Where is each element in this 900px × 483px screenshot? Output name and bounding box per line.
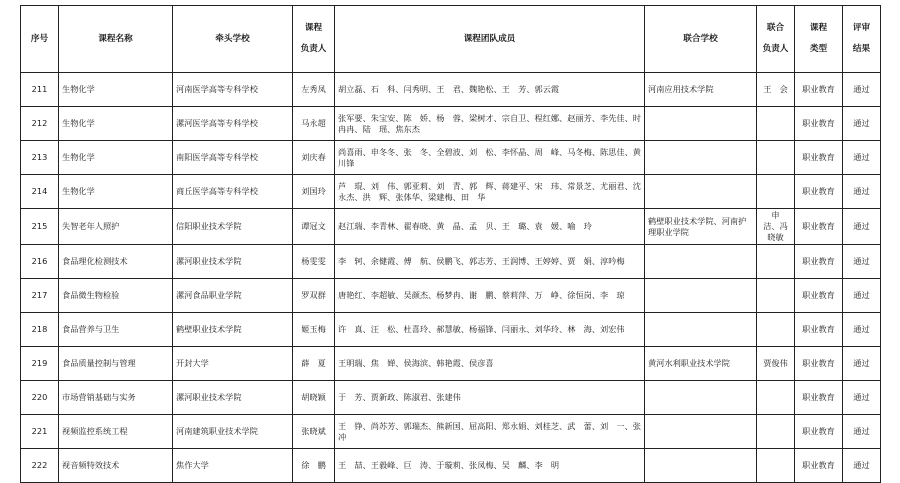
cell-seq: 219 <box>21 347 59 381</box>
cell-joint-school <box>645 279 757 313</box>
cell-team-members: 许 真、汪 松、杜喜玲、郝慧敏、杨福锋、闫丽永、刘华玲、林 海、刘宏伟 <box>335 313 645 347</box>
cell-seq: 217 <box>21 279 59 313</box>
cell-joint-school <box>645 313 757 347</box>
cell-course-lead: 罗双群 <box>293 279 335 313</box>
cell-joint-school: 黄河水利职业技术学院 <box>645 347 757 381</box>
cell-joint-lead <box>757 279 795 313</box>
cell-course-name: 市场营销基础与实务 <box>59 381 173 415</box>
table-header-row <box>21 6 881 73</box>
header-course-lead: 课程 负责人 <box>293 6 335 73</box>
cell-course-type: 职业教育 <box>795 73 843 107</box>
cell-joint-lead <box>757 175 795 209</box>
cell-course-lead: 张晓斌 <box>293 415 335 449</box>
cell-team-members: 王明瑞、焦 婵、侯海滨、韩艳霞、侯彦喜 <box>335 347 645 381</box>
cell-review-result: 通过 <box>843 279 881 313</box>
cell-course-type: 职业教育 <box>795 347 843 381</box>
cell-course-name: 食品营养与卫生 <box>59 313 173 347</box>
cell-team-members: 于 芳、贾新政、陈淑君、张建伟 <box>335 381 645 415</box>
cell-seq: 213 <box>21 141 59 175</box>
cell-lead-school: 南阳医学高等专科学校 <box>173 141 293 175</box>
cell-lead-school: 河南医学高等专科学校 <box>173 73 293 107</box>
cell-review-result: 通过 <box>843 141 881 175</box>
header-course-name: 课程名称 <box>59 6 173 73</box>
cell-course-name: 视音频特效技术 <box>59 449 173 483</box>
table-row <box>21 381 881 415</box>
cell-joint-school <box>645 141 757 175</box>
table-row <box>21 347 881 381</box>
cell-joint-school <box>645 381 757 415</box>
cell-course-type: 职业教育 <box>795 141 843 175</box>
cell-seq: 218 <box>21 313 59 347</box>
cell-course-lead: 姬玉梅 <box>293 313 335 347</box>
cell-course-lead: 胡晓颖 <box>293 381 335 415</box>
cell-review-result: 通过 <box>843 245 881 279</box>
cell-lead-school: 信阳职业技术学院 <box>173 209 293 245</box>
table-row <box>21 279 881 313</box>
cell-joint-lead <box>757 381 795 415</box>
cell-course-name: 视频监控系统工程 <box>59 415 173 449</box>
cell-joint-school: 鹤壁职业技术学院、河南护理职业学院 <box>645 209 757 245</box>
cell-course-lead: 杨雯雯 <box>293 245 335 279</box>
table-row <box>21 73 881 107</box>
header-joint-lead: 联合 负责人 <box>757 6 795 73</box>
cell-course-name: 食品质量控制与管理 <box>59 347 173 381</box>
table-row <box>21 415 881 449</box>
cell-joint-lead: 王 会 <box>757 73 795 107</box>
cell-team-members: 胡立磊、石 科、闫秀明、王 君、魏艳松、王 芳、郭云霞 <box>335 73 645 107</box>
cell-joint-school <box>645 245 757 279</box>
cell-review-result: 通过 <box>843 415 881 449</box>
header-joint-school: 联合学校 <box>645 6 757 73</box>
cell-course-name: 生物化学 <box>59 107 173 141</box>
cell-review-result: 通过 <box>843 209 881 245</box>
cell-course-name: 生物化学 <box>59 175 173 209</box>
cell-course-name: 生物化学 <box>59 73 173 107</box>
cell-joint-lead <box>757 415 795 449</box>
cell-course-type: 职业教育 <box>795 415 843 449</box>
cell-seq: 214 <box>21 175 59 209</box>
cell-course-type: 职业教育 <box>795 175 843 209</box>
cell-lead-school: 漯河职业技术学院 <box>173 381 293 415</box>
table-row <box>21 449 881 483</box>
cell-lead-school: 河南建筑职业技术学院 <box>173 415 293 449</box>
cell-course-name: 食品理化检测技术 <box>59 245 173 279</box>
cell-course-lead: 薛 夏 <box>293 347 335 381</box>
cell-joint-lead <box>757 107 795 141</box>
cell-review-result: 通过 <box>843 73 881 107</box>
cell-course-lead: 刘庆春 <box>293 141 335 175</box>
cell-course-type: 职业教育 <box>795 279 843 313</box>
cell-joint-school <box>645 175 757 209</box>
cell-team-members: 李 轲、余健霞、傅 航、侯鹏飞、郭志芳、王润博、王婷婷、贾 娟、淳吟梅 <box>335 245 645 279</box>
header-seq: 序号 <box>21 6 59 73</box>
cell-joint-lead <box>757 313 795 347</box>
cell-team-members: 赵江瑞、李青林、翟春晓、黄 晶、孟 贝、王 璐、袁 媛、喻 玲 <box>335 209 645 245</box>
table-row <box>21 245 881 279</box>
cell-seq: 220 <box>21 381 59 415</box>
cell-joint-school: 河南应用技术学院 <box>645 73 757 107</box>
cell-seq: 215 <box>21 209 59 245</box>
cell-course-type: 职业教育 <box>795 107 843 141</box>
header-team-members: 课程团队成员 <box>335 6 645 73</box>
cell-lead-school: 鹤壁职业技术学院 <box>173 313 293 347</box>
cell-team-members: 唐艳红、李超敏、吴颜杰、杨梦冉、谢 鹏、蔡莉萍、万 峥、徐恒岗、李 琼 <box>335 279 645 313</box>
table-row <box>21 107 881 141</box>
cell-lead-school: 漯河职业技术学院 <box>173 245 293 279</box>
cell-course-type: 职业教育 <box>795 381 843 415</box>
cell-joint-lead: 贾俊伟 <box>757 347 795 381</box>
cell-review-result: 通过 <box>843 381 881 415</box>
cell-seq: 212 <box>21 107 59 141</box>
cell-joint-lead <box>757 141 795 175</box>
cell-joint-lead <box>757 245 795 279</box>
cell-course-lead: 刘国玲 <box>293 175 335 209</box>
cell-review-result: 通过 <box>843 175 881 209</box>
cell-team-members: 王 喆、王毅峰、巨 涛、于璇莉、张凤梅、吴 麟、李 明 <box>335 449 645 483</box>
cell-review-result: 通过 <box>843 313 881 347</box>
cell-review-result: 通过 <box>843 449 881 483</box>
cell-seq: 216 <box>21 245 59 279</box>
table-row <box>21 313 881 347</box>
cell-lead-school: 开封大学 <box>173 347 293 381</box>
cell-team-members: 张军要、朱宝安、陈 娇、杨 蓉、梁树才、宗自卫、程红娜、赵丽芳、李先佳、时冉冉、陆 瑶、焦东杰 <box>335 107 645 141</box>
header-review-result: 评审 结果 <box>843 6 881 73</box>
cell-joint-lead <box>757 449 795 483</box>
cell-joint-school <box>645 107 757 141</box>
table-row <box>21 141 881 175</box>
cell-course-type: 职业教育 <box>795 449 843 483</box>
header-lead-school: 牵头学校 <box>173 6 293 73</box>
cell-course-lead: 徐 鹏 <box>293 449 335 483</box>
cell-review-result: 通过 <box>843 347 881 381</box>
cell-course-lead: 左秀凤 <box>293 73 335 107</box>
cell-seq: 222 <box>21 449 59 483</box>
cell-team-members: 芦 琨、刘 伟、郭亚莉、刘 青、郭 辉、蒋建平、宋 玮、常景芝、尤丽君、沈永杰、洪 辉、张体华、梁建梅、田 华 <box>335 175 645 209</box>
cell-course-lead: 马永超 <box>293 107 335 141</box>
cell-joint-school <box>645 415 757 449</box>
course-table <box>20 5 881 483</box>
cell-lead-school: 商丘医学高等专科学校 <box>173 175 293 209</box>
cell-course-type: 职业教育 <box>795 209 843 245</box>
cell-course-name: 食品微生物检验 <box>59 279 173 313</box>
cell-course-type: 职业教育 <box>795 245 843 279</box>
course-list-document <box>20 5 880 483</box>
cell-joint-lead: 申 洁、冯晓敏 <box>757 209 795 245</box>
cell-seq: 221 <box>21 415 59 449</box>
cell-course-name: 失智老年人照护 <box>59 209 173 245</box>
cell-lead-school: 漯河医学高等专科学校 <box>173 107 293 141</box>
cell-course-type: 职业教育 <box>795 313 843 347</box>
cell-team-members: 王 铮、尚苏芳、郭瑞杰、熊新国、屈高阳、郑永娟、刘桂芝、武 蕾、刘 一、张 冲 <box>335 415 645 449</box>
cell-lead-school: 漯河食品职业学院 <box>173 279 293 313</box>
table-row <box>21 209 881 245</box>
cell-joint-school <box>645 449 757 483</box>
cell-team-members: 尚喜雨、申冬冬、张 冬、全碧波、刘 松、李怀晶、周 峰、马冬梅、陈思佳、黄川锋 <box>335 141 645 175</box>
cell-review-result: 通过 <box>843 107 881 141</box>
cell-course-lead: 谭冠文 <box>293 209 335 245</box>
table-row <box>21 175 881 209</box>
cell-seq: 211 <box>21 73 59 107</box>
cell-lead-school: 焦作大学 <box>173 449 293 483</box>
cell-course-name: 生物化学 <box>59 141 173 175</box>
header-course-type: 课程 类型 <box>795 6 843 73</box>
